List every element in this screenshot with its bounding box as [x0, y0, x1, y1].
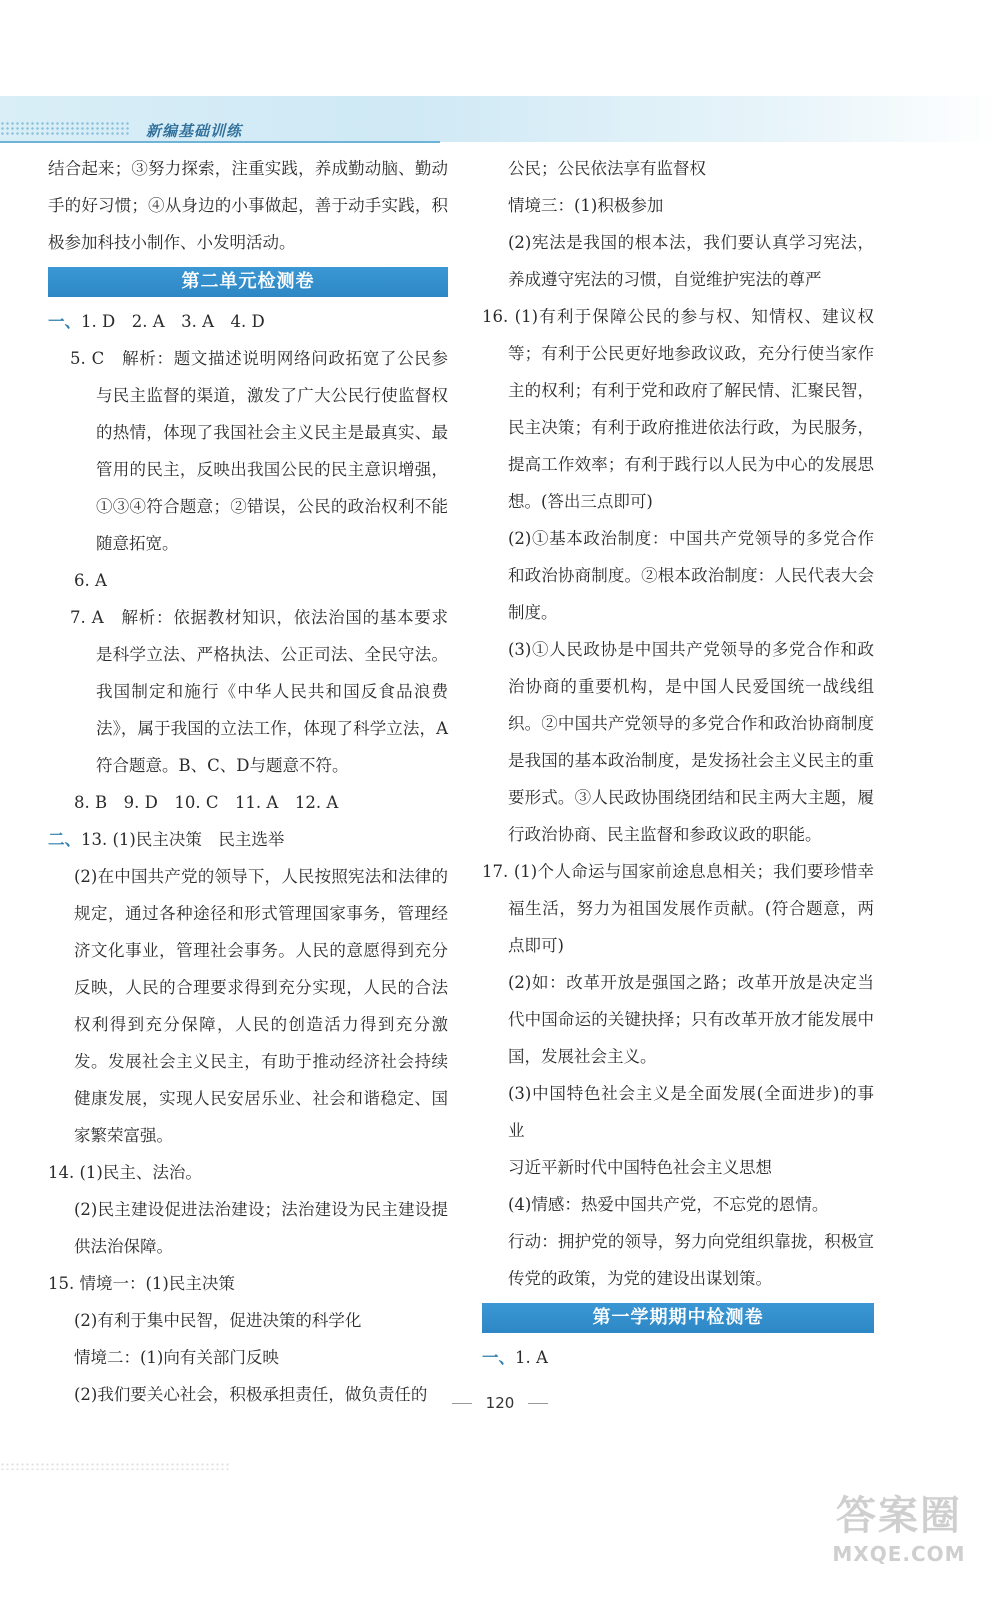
watermark-line-2: MXQE.COM — [832, 1542, 966, 1566]
watermark-line-1: 答案圈 — [836, 1493, 962, 1539]
answer-q16-2: (2)①基本政治制度：中国共产党领导的多党合作和政治协商制度。②根本政治制度：人民代表大会制度。 — [508, 529, 874, 622]
answer-q17-1: 17. (1)个人命运与国家前途息息相关；我们要珍惜幸福生活，努力为祖国发展作贡献。(符合题意，两点即可) — [482, 862, 874, 955]
answers-1-4: 1. D 2. A 3. A 4. D — [81, 312, 265, 331]
left-column — [48, 150, 448, 1413]
section-banner-midterm: 第一学期期中检测卷 — [482, 1303, 874, 1333]
answer-q17-4: 习近平新时代中国特色社会主义思想 — [508, 1158, 772, 1177]
answer-line-1-4 — [48, 303, 448, 340]
page-number-dash-left — [452, 1403, 472, 1404]
answer-q15-7: (2)宪法是我国的根本法，我们要认真学习宪法，养成遵守宪法的习惯，自觉维护宪法的尊严 — [508, 233, 874, 289]
answer-q13-1-text: 13. (1)民主决策 民主选举 — [81, 830, 285, 849]
book-series-title: 新编基础训练 — [146, 122, 243, 140]
answer-q15-4: (2)我们要关心社会，积极承担责任，做负责任的 — [74, 1385, 428, 1404]
intro-text: 结合起来；③努力探索，注重实践，养成勤动脑、勤动手的好习惯；④从身边的小事做起，善于动手实践，积极参加科技小制作、小发明活动。 — [48, 159, 448, 252]
section-mark-2: 二、 — [48, 830, 81, 849]
section-mark-1: 一、 — [48, 312, 81, 331]
answer-midterm-1 — [482, 1339, 874, 1376]
answer-q15-1: 15. 情境一：(1)民主决策 — [48, 1274, 235, 1293]
page-number-text: 120 — [485, 1394, 515, 1412]
answer-q13-1 — [48, 821, 448, 858]
answer-line-8-12: 8. B 9. D 10. C 11. A 12. A — [74, 793, 339, 812]
answer-q14-2: (2)民主建设促进法治建设；法治建设为民主建设提供法治保障。 — [74, 1200, 448, 1256]
answer-q6: 6. A — [74, 571, 107, 590]
answer-q13-2: (2)在中国共产党的领导下，人民按照宪法和法律的规定，通过各种途径和形式管理国家事务，管理经济文化事业，管理社会事务。人民的意愿得到充分反映，人民的合理要求得到充分实现，人民的合法权利得到充分保障，人民的创造活力得到充分激发。发展社会主义民主，有助于推动经济社会持续健康发展，实现人民安居乐业、社会和谐稳定、国家繁荣富强。 — [74, 867, 448, 1145]
page-number-dash-right — [528, 1403, 548, 1404]
header-rule — [0, 141, 440, 143]
answer-q14-1: 14. (1)民主、法治。 — [48, 1163, 202, 1182]
answer-q15-2: (2)有利于集中民智，促进决策的科学化 — [74, 1311, 362, 1330]
answer-q17-2: (2)如：改革开放是强国之路；改革开放是决定当代中国命运的关键抉择；只有改革开放才能发展中国，发展社会主义。 — [508, 973, 874, 1066]
header-dot-pattern — [0, 121, 130, 137]
section-banner-unit2: 第二单元检测卷 — [48, 267, 448, 297]
footer-dot-pattern — [0, 1462, 230, 1470]
answer-q7: 7. A 解析：依据教材知识，依法治国的基本要求是科学立法、严格执法、公正司法、全民守法。我国制定和施行《中华人民共和国反食品浪费法》，属于我国的立法工作，体现了科学立法，A符合题意。B、C、D与题意不符。 — [70, 608, 448, 775]
page-number — [0, 1394, 1000, 1412]
answer-q15-5: 公民；公民依法享有监督权 — [508, 159, 706, 178]
watermark-logo — [824, 1490, 974, 1590]
answer-q17-5: (4)情感：热爱中国共产党，不忘党的恩情。 — [508, 1195, 829, 1214]
answer-q5: 5. C 解析：题文描述说明网络问政拓宽了公民参与民主监督的渠道，激发了广大公民行使监督权的热情，体现了我国社会主义民主是最真实、最管用的民主，反映出我国公民的民主意识增强，①③④符合题意；②错误，公民的政治权利不能随意拓宽。 — [70, 349, 448, 553]
right-column — [482, 150, 874, 1376]
answer-q17-6: 行动：拥护党的领导，努力向党组织靠拢，积极宣传党的政策，为党的建设出谋划策。 — [508, 1232, 874, 1288]
answer-q15-3: 情境二：(1)向有关部门反映 — [74, 1348, 279, 1367]
section-mark-midterm-1: 一、 — [482, 1348, 515, 1367]
answer-q17-3: (3)中国特色社会主义是全面发展(全面进步)的事业 — [508, 1084, 874, 1140]
answer-q16-1: 16. (1)有利于保障公民的参与权、知情权、建议权等；有利于公民更好地参政议政，充分行使当家作主的权利；有利于党和政府了解民情、汇聚民智，民主决策；有利于政府推进依法行政，为民服务，提高工作效率；有利于践行以人民为中心的发展思想。(答出三点即可) — [482, 307, 874, 511]
answer-q15-6: 情境三：(1)积极参加 — [508, 196, 664, 215]
answer-q16-3: (3)①人民政协是中国共产党领导的多党合作和政治协商的重要机构，是中国人民爱国统一战线组织。②中国共产党领导的多党合作和政治协商制度是我国的基本政治制度，是发扬社会主义民主的重要形式。③人民政协围绕团结和民主两大主题，履行政治协商、民主监督和参政议政的职能。 — [508, 640, 874, 844]
answer-midterm-1-text: 1. A — [515, 1348, 548, 1367]
